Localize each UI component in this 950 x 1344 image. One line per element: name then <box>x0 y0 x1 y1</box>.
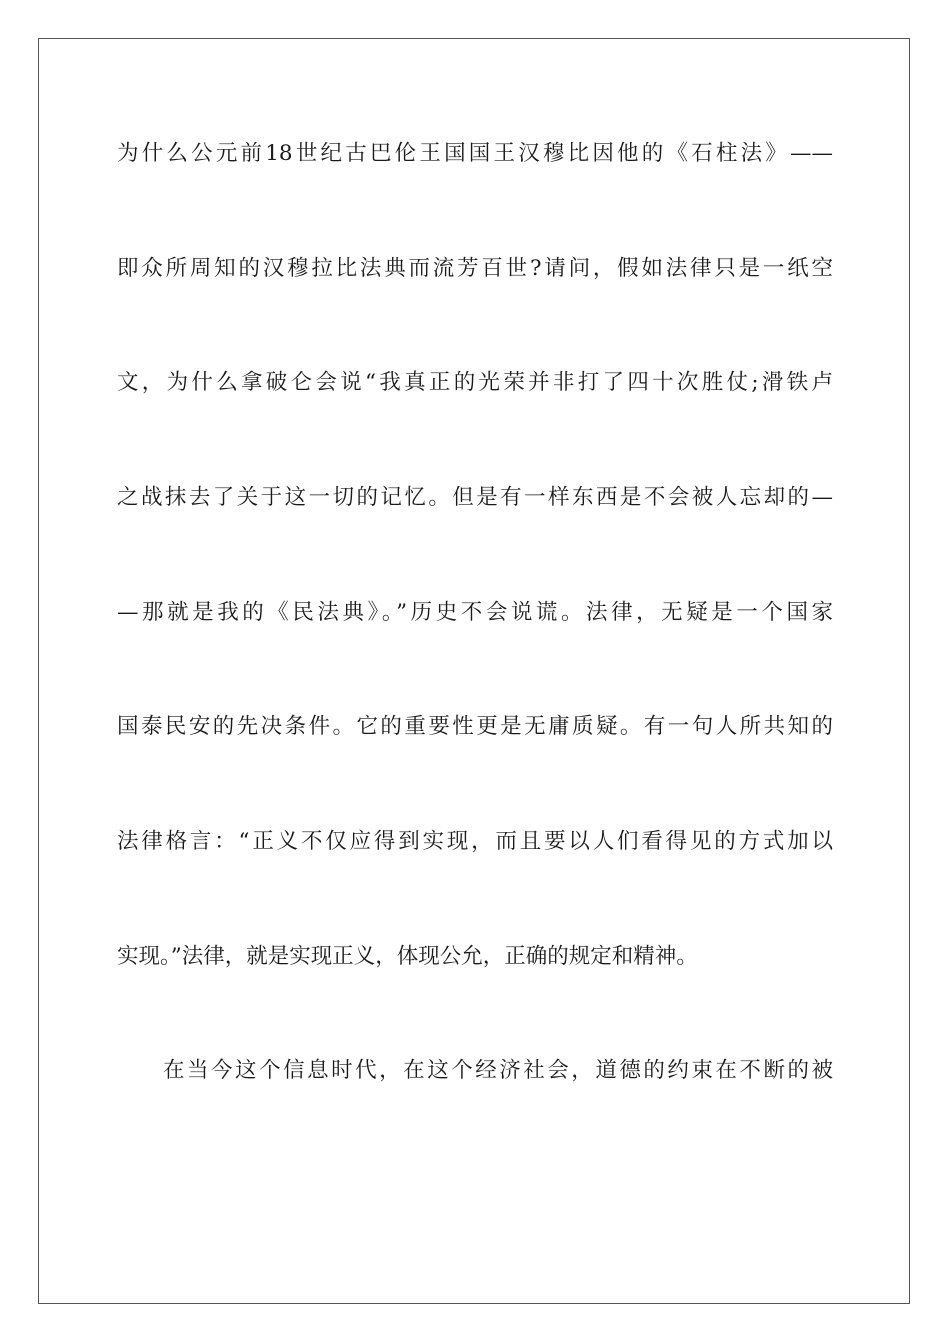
text-line-7: 法律格言：“正义不仅应得到实现，而且要以人们看得见的方式加以 <box>117 829 833 854</box>
text-line-2: 即众所周知的汉穆拉比法典而流芳百世?请问，假如法律只是一纸空 <box>117 256 833 281</box>
text-line-4: 之战抹去了关于这一切的记忆。但是有一样东西是不会被人忘却的— <box>117 485 833 510</box>
page-border <box>38 38 910 1304</box>
text-line-1: 为什么公元前18世纪古巴伦王国国王汉穆比因他的《石柱法》—— <box>117 141 833 166</box>
text-line-3: 文，为什么拿破仑会说“我真正的光荣并非打了四十次胜仗;滑铁卢 <box>117 370 833 395</box>
text-line-8: 实现。”法律，就是实现正义，体现公允，正确的规定和精神。 <box>117 944 698 969</box>
text-line-5: —那就是我的《民法典》。”历史不会说谎。法律，无疑是一个国家 <box>117 600 833 625</box>
text-line-9-paragraph-start: 在当今这个信息时代，在这个经济社会，道德的约束在不断的被 <box>163 1058 833 1083</box>
text-line-6: 国泰民安的先决条件。它的重要性更是无庸质疑。有一句人所共知的 <box>117 714 833 739</box>
